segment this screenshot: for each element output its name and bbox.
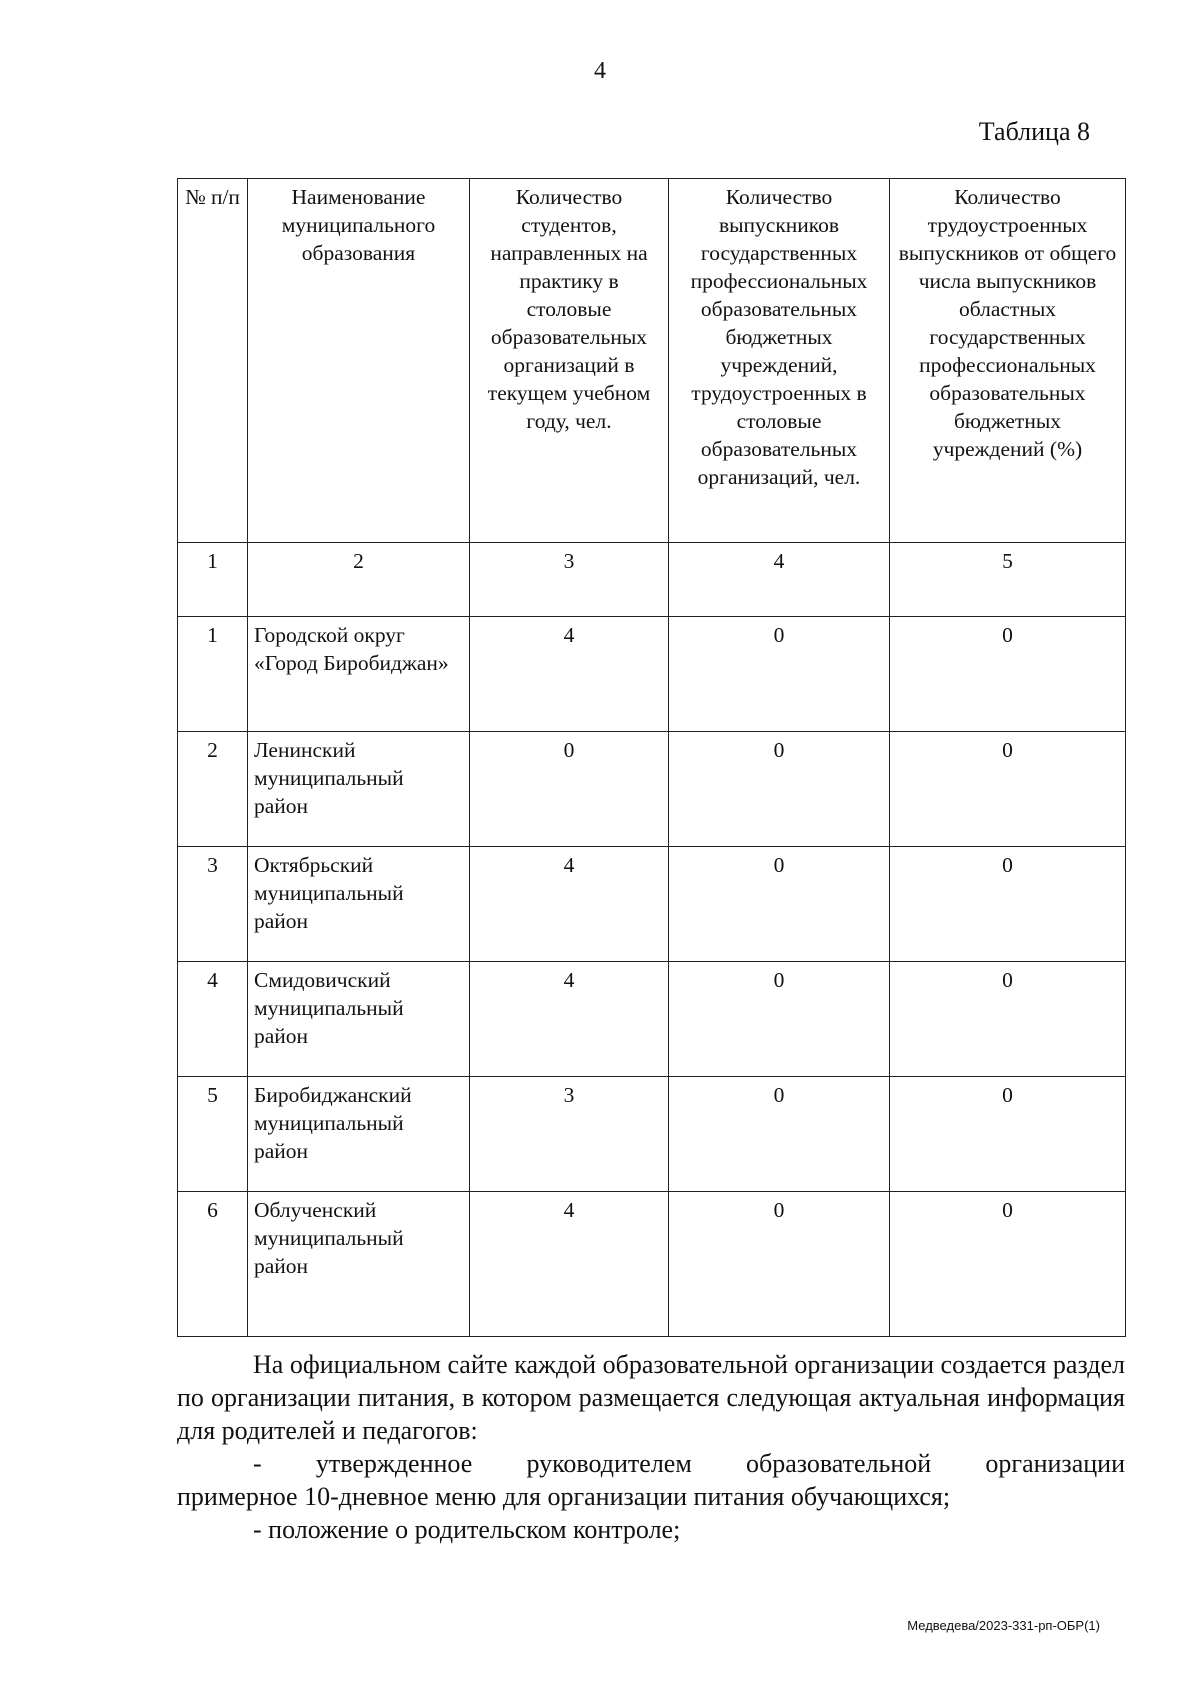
row-number: 6 bbox=[178, 1192, 248, 1337]
employed-percent: 0 bbox=[890, 1077, 1126, 1192]
students-practice-count: 4 bbox=[470, 962, 669, 1077]
column-index: 3 bbox=[470, 543, 669, 617]
employed-percent: 0 bbox=[890, 847, 1126, 962]
employed-percent: 0 bbox=[890, 1192, 1126, 1337]
students-practice-count: 3 bbox=[470, 1077, 669, 1192]
list-item-parental-control: - положение о родительском контроле; bbox=[253, 1515, 681, 1544]
graduates-employed-count: 0 bbox=[669, 1077, 890, 1192]
header-number: № п/п bbox=[178, 179, 248, 543]
table-row bbox=[178, 1077, 1126, 1192]
header-graduates-employed: Количество выпускников государственных профессиональных образовательных бюджетных учреждений, трудоустроенных в столовые образовательных организаций, чел. bbox=[669, 179, 890, 543]
municipality-name: Ленинский муниципальный район bbox=[248, 732, 470, 847]
row-number: 4 bbox=[178, 962, 248, 1077]
students-practice-count: 4 bbox=[470, 847, 669, 962]
municipality-name: Смидовичский муниципальный район bbox=[248, 962, 470, 1077]
municipality-name: Октябрьский муниципальный район bbox=[248, 847, 470, 962]
students-practice-count: 4 bbox=[470, 617, 669, 732]
table-row bbox=[178, 962, 1126, 1077]
graduates-employed-count: 0 bbox=[669, 962, 890, 1077]
table-row bbox=[178, 1192, 1126, 1337]
data-table bbox=[177, 178, 1126, 1337]
column-index: 4 bbox=[669, 543, 890, 617]
paragraph-intro: На официальном сайте каждой образовательной организации создается раздел по организации питания, в котором размещается следующая актуальная информация для родителей и педагогов: bbox=[177, 1350, 1125, 1445]
column-index: 5 bbox=[890, 543, 1126, 617]
graduates-employed-count: 0 bbox=[669, 847, 890, 962]
employed-percent: 0 bbox=[890, 962, 1126, 1077]
row-number: 3 bbox=[178, 847, 248, 962]
students-practice-count: 0 bbox=[470, 732, 669, 847]
header-students-practice: Количество студентов, направленных на практику в столовые образовательных организаций в текущем учебном году, чел. bbox=[470, 179, 669, 543]
municipality-name: Биробиджанский муниципальный район bbox=[248, 1077, 470, 1192]
table-row bbox=[178, 617, 1126, 732]
row-number: 5 bbox=[178, 1077, 248, 1192]
body-text bbox=[177, 1348, 1125, 1546]
table-header-row bbox=[178, 179, 1126, 543]
table-label: Таблица 8 bbox=[978, 117, 1090, 146]
row-number: 2 bbox=[178, 732, 248, 847]
list-item-menu-line2: примерное 10-дневное меню для организации питания обучающихся; bbox=[177, 1482, 951, 1511]
column-index: 1 bbox=[178, 543, 248, 617]
municipality-name: Городской округ «Город Биробиджан» bbox=[248, 617, 470, 732]
column-index-row bbox=[178, 543, 1126, 617]
row-number: 1 bbox=[178, 617, 248, 732]
employed-percent: 0 bbox=[890, 617, 1126, 732]
header-municipality: Наименование муниципального образования bbox=[248, 179, 470, 543]
table-row bbox=[178, 732, 1126, 847]
column-index: 2 bbox=[248, 543, 470, 617]
document-reference: Медведева/2023-331-рп-ОБР(1) bbox=[907, 1618, 1100, 1633]
municipality-name: Облученский муниципальный район bbox=[248, 1192, 470, 1337]
page-number: 4 bbox=[594, 58, 606, 84]
graduates-employed-count: 0 bbox=[669, 1192, 890, 1337]
employed-percent: 0 bbox=[890, 732, 1126, 847]
graduates-employed-count: 0 bbox=[669, 732, 890, 847]
list-item-menu-line1: - утвержденное руководителем образовательной организации bbox=[253, 1449, 1125, 1478]
table-row bbox=[178, 847, 1126, 962]
header-employed-percent: Количество трудоустроенных выпускников от общего числа выпускников областных государственных профессиональных образовательных бюджетных учреждений (%) bbox=[890, 179, 1126, 543]
students-practice-count: 4 bbox=[470, 1192, 669, 1337]
graduates-employed-count: 0 bbox=[669, 617, 890, 732]
